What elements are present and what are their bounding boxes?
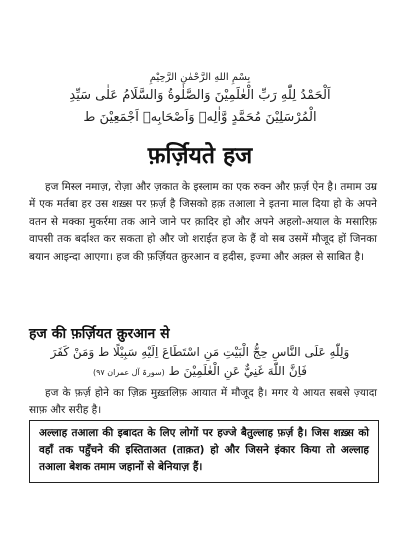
bismillah-text: بِسْمِ اللهِ الرَّحْمٰنِ الرَّحِيْمِ	[149, 72, 251, 83]
intro-paragraph: हज मिस्ल नमाज़, रोज़ा और ज़कात के इस्लाम का एक रुक्न और फ़र्ज़ ऐन है। तमाम उम्र में एक मर्तबा हर उस शख़्स पर फ़र्ज़ है जिसको हक़ तआला ने इतना माल दिया हो के अपने वतन से मक्का मुकर्रमा तक आने जाने पर क़ादिर हो और अपने अहलो-अयाल के मसारिफ़ वापसी तक बर्दाश्त कर सकता हो और जो शराईत हज के हैं वो सब उसमें मौजूद हों जिनका बयान आइन्दा आएगा। हज की फ़र्ज़ियत क़ुरआन व हदीस, इज्मा और अक़्ल से साबित है।	[29, 181, 377, 263]
verse-explanation-paragraph: हज के फ़र्ज़ होने का ज़िक्र मुख़्तलिफ़ आयात में मौजूद है। मगर ये आयत सबसे ज़्यादा साफ़ और सरीह है।	[29, 387, 377, 417]
section-heading: हज की फ़र्ज़ियत क़ुरआन से	[29, 326, 170, 342]
verse-reference: (سورۃ آل عمران ۹۷)	[92, 368, 165, 377]
quran-verse-line-1: وَلِلّٰهِ عَلَى النَّاسِ حِجُّ الْبَيْتِ مَنِ اسْتَطَاعَ اِلَيْهِ سَبِيْلًا ط وَمَنْ كَفَرَ	[50, 345, 350, 359]
quran-verse-line-2-text: فَاِنَّ اللّٰهَ غَنِيٌّ عَنِ الْعٰلَمِيْنَ ط	[168, 364, 308, 378]
arabic-praise-line-2: الْمُرْسَلِيْنَ مُحَمَّدٍ وَّاٰلِهٖ وَاَصْحَابِهٖ اَجْمَعِيْنَ ط	[83, 110, 317, 125]
page-title: फ़र्ज़ियते हज	[147, 143, 253, 169]
quran-verse-line-2	[0, 364, 400, 378]
arabic-praise-line-1: اَلْحَمْدُ لِلّٰهِ رَبِّ الْعٰلَمِيْنَ وَالصَّلٰوةُ وَالسَّلَامُ عَلٰى سَيِّدِ	[69, 88, 331, 103]
boxed-translation-note: अल्लाह तआला की इबादत के लिए लोगों पर हज्जे बैतुल्लाह फ़र्ज़ है। जिस शख़्स को वहाँ तक पहुँचने की इस्तिताअत (ताक़त) हो और जिसने इंकार किया तो अल्लाह तआला बेशक तमाम जहानों से बेनियाज़ हैं।	[29, 420, 379, 483]
